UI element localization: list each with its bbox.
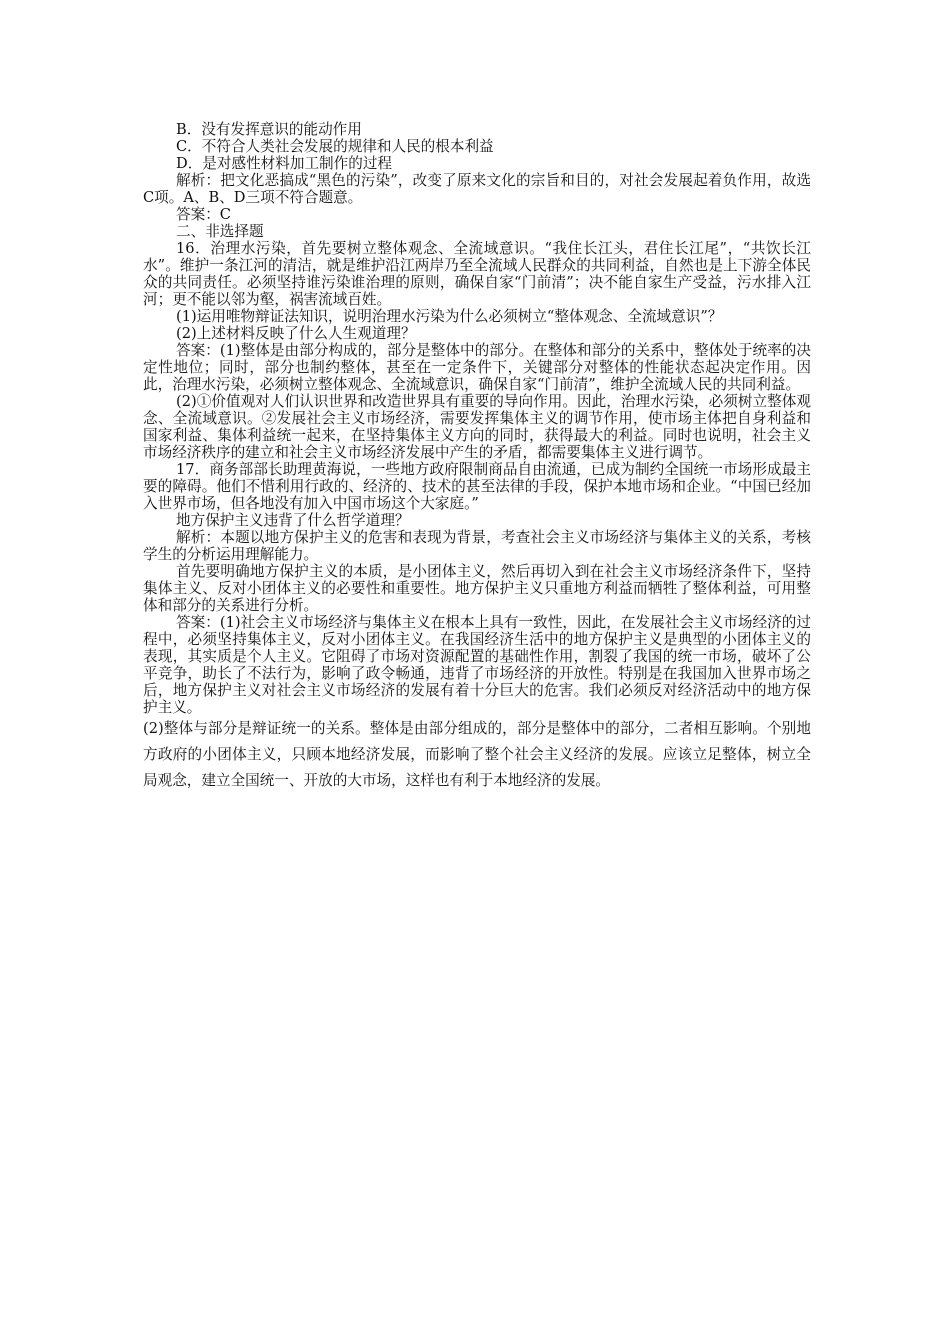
- question-16-part-1: (1)运用唯物辩证法知识，说明治理水污染为什么必须树立“整体观念、全流域意识”？: [176, 308, 723, 325]
- question-17-prompt: 地方保护主义违背了什么哲学道理？: [176, 512, 410, 529]
- analysis-17: 解析：本题以地方保护主义的危害和表现为背景，考查社会主义市场经济与集体主义的关系，考核学生的分析运用理解能力。: [143, 529, 811, 563]
- section-heading: 二、非选择题: [176, 223, 264, 240]
- question-17: 17．商务部部长助理黄海说，一些地方政府限制商品自由流通，已成为制约全国统一市场形成最主要的障碍。他们不惜利用行政的、经济的、技术的甚至法律的手段，保护本地市场和企业。“中国已经加入世界市场，但各地没有加入中国市场这个大家庭。”: [143, 461, 811, 512]
- answer-15: 答案：C: [176, 206, 231, 223]
- option-c: C．不符合人类社会发展的规律和人民的根本利益: [176, 138, 494, 155]
- option-d: D．是对感性材料加工制作的过程: [176, 155, 393, 172]
- analysis-15: 解析：把文化恶搞成“黑色的污染”，改变了原来文化的宗旨和目的，对社会发展起着负作用，故选C项。A、B、D三项不符合题意。: [143, 172, 811, 206]
- document-page: [143, 121, 811, 794]
- answer-16-part-2: (2)①价值观对人们认识世界和改造世界具有重要的导向作用。因此，治理水污染，必须树立整体观念、全流域意识。②发展社会主义市场经济，需要发挥集体主义的调节作用，使市场主体把自身利益和国家利益、集体利益统一起来，在坚持集体主义方向的同时，获得最大的利益。同时也说明，社会主义市场经济秩序的建立和社会主义市场经济发展中产生的矛盾，都需要集体主义进行调节。: [143, 393, 811, 461]
- analysis-17-continued: 首先要明确地方保护主义的本质，是小团体主义，然后再切入到在社会主义市场经济条件下，坚持集体主义、反对小团体主义的必要性和重要性。地方保护主义只重地方利益而牺牲了整体利益，可用整体和部分的关系进行分析。: [143, 563, 811, 614]
- answer-17-part-1: 答案：(1)社会主义市场经济与集体主义在根本上具有一致性，因此，在发展社会主义市场经济的过程中，必须坚持集体主义，反对小团体主义。在我国经济生活中的地方保护主义是典型的小团体主义的表现，其实质是个人主义。它阻碍了市场对资源配置的基础性作用，割裂了我国的统一市场，破坏了公平竞争，助长了不法行为，影响了政令畅通，违背了市场经济的开放性。特别是在我国加入世界市场之后，地方保护主义对社会主义市场经济的发展有着十分巨大的危害。我们必须反对经济活动中的地方保护主义。: [143, 614, 811, 716]
- question-16: 16．治理水污染，首先要树立整体观念、全流域意识。“我住长江头，君住长江尾”，“共饮长江水”。维护一条江河的清洁，就是维护沿江两岸乃至全流域人民群众的共同利益，自然也是上下游全体民众的共同责任。必须坚持谁污染谁治理的原则，确保自家“门前清”；决不能自家生产受益，污水排入江河；更不能以邻为壑，祸害流域百姓。: [143, 240, 811, 308]
- answer-17-part-2: (2)整体与部分是辩证统一的关系。整体是由部分组成的，部分是整体中的部分，二者相互影响。个别地方政府的小团体主义，只顾本地经济发展，而影响了整个社会主义经济的发展。应该立足整体，树立全局观念，建立全国统一、开放的大市场，这样也有利于本地经济的发展。: [143, 720, 811, 789]
- question-16-part-2: (2)上述材料反映了什么人生观道理？: [176, 325, 416, 342]
- option-b: B．没有发挥意识的能动作用: [176, 121, 362, 138]
- answer-16-part-1: 答案：(1)整体是由部分构成的，部分是整体中的部分。在整体和部分的关系中，整体处于统率的决定性地位；同时，部分也制约整体，甚至在一定条件下，关键部分对整体的性能状态起决定作用。因此，治理水污染，必须树立整体观念、全流域意识，确保自家“门前清”，维护全流域人民的共同利益。: [143, 342, 811, 393]
